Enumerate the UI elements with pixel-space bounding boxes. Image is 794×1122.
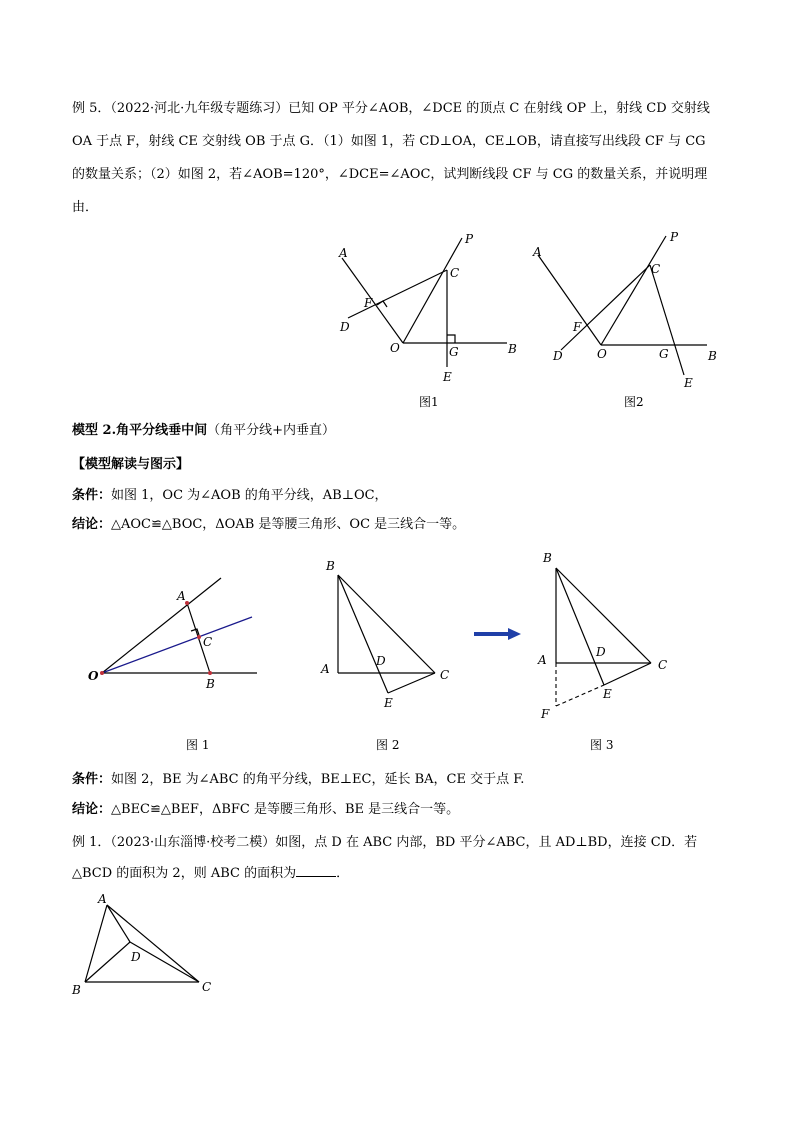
model2-title-text: 模型 2.角平分线垂中间: [72, 423, 208, 438]
model2-fig1-caption: 图 1: [186, 738, 210, 752]
label-c-m1: C: [203, 635, 213, 649]
label-a-e1: A: [98, 892, 107, 906]
example1-line2-text: △BCD 的面积为 2，则 ABC 的面积为: [72, 866, 297, 881]
label-b-e1: B: [72, 983, 81, 997]
label-d-e1: D: [131, 950, 141, 964]
label-d-m3: D: [596, 645, 606, 659]
segment-ab-e1: [85, 905, 107, 982]
label-f: F: [364, 296, 373, 310]
label-b-m2: B: [326, 559, 335, 573]
fig1-caption: 图1: [419, 395, 439, 409]
label-c-m3: C: [658, 658, 668, 672]
label-a-m2: A: [321, 662, 330, 676]
label-p-2: P: [670, 230, 679, 244]
label-e-m3: E: [603, 687, 612, 701]
label-d-2: D: [553, 349, 563, 363]
label-c: C: [450, 266, 460, 280]
label-f-m3: F: [541, 707, 550, 721]
label-c-m2: C: [440, 668, 450, 682]
label-a-m1: A: [177, 589, 186, 603]
label-b: B: [508, 342, 517, 356]
label-o-m1: O: [88, 669, 99, 683]
label-c-2: C: [651, 262, 661, 276]
label-a: A: [339, 246, 348, 260]
example5-line1: 例 5．（2022·河北·九年级专题练习）已知 OP 平分∠AOB，∠DCE 的顶点 C 在射线 OP 上，射线 CD 交射线: [72, 101, 710, 116]
model2-subtitle: （角平分线+内垂直）: [207, 423, 336, 438]
segment-ad-e1: [107, 905, 130, 942]
section-heading: 【模型解读与图示】: [72, 457, 190, 472]
label-a-m3: A: [538, 653, 547, 667]
condition-2-text: 如图 2，BE 为∠ABC 的角平分线，BE⊥EC，延长 BA，CE 交于点 F.: [111, 772, 525, 787]
fig2-caption: 图2: [624, 395, 644, 409]
example1-line1: 例 1．（2023·山东淄博·校考二模）如图，点 D 在 ABC 内部，BD 平分∠ABC，且 AD⊥BD，连接 CD．若: [72, 835, 698, 850]
segment-ac-e1: [107, 905, 199, 982]
label-b-m1: B: [206, 677, 215, 691]
label-b-m3: B: [543, 551, 552, 565]
model2-fig2-caption: 图 2: [376, 738, 400, 752]
label-e-m2: E: [384, 696, 393, 710]
label-o-2: O: [597, 347, 607, 361]
label-d-m2: D: [376, 654, 386, 668]
label-b-2: B: [708, 349, 717, 363]
label-a-2: A: [533, 245, 542, 259]
example1-line2-end: ．: [336, 866, 350, 881]
model2-fig3-caption: 图 3: [590, 738, 614, 752]
condition-1-text: 如图 1，OC 为∠AOB 的角平分线，AB⊥OC，: [111, 488, 388, 503]
label-p: P: [465, 232, 474, 246]
example5-line4: 由．: [72, 200, 99, 215]
conclusion-1-text: △AOC≌△BOC，ΔOAB 是等腰三角形、OC 是三线合一等。: [111, 517, 466, 532]
example5-line3: 的数量关系；（2）如图 2，若∠AOB=120°，∠DCE=∠AOC，试判断线段 CF 与 CG 的数量关系，并说明理: [72, 167, 708, 182]
label-e-2: E: [684, 376, 693, 390]
label-c-e1: C: [202, 980, 212, 994]
label-f-2: F: [573, 320, 582, 334]
segment-bd-e1: [85, 942, 130, 982]
label-o: O: [390, 341, 400, 355]
label-e: E: [443, 370, 452, 384]
example5-line2: OA 于点 F，射线 CE 交射线 OB 于点 G．（1）如图 1，若 CD⊥OA，CE⊥OB，请直接写出线段 CF 与 CG: [72, 134, 706, 149]
conclusion-1-label: 结论：: [72, 517, 112, 532]
condition-1-label: 条件：: [72, 488, 112, 503]
conclusion-2-label: 结论：: [72, 802, 112, 817]
label-g-2: G: [659, 347, 669, 361]
label-g: G: [449, 345, 459, 359]
condition-2-label: 条件：: [72, 772, 112, 787]
label-d: D: [340, 320, 350, 334]
conclusion-2-text: △BEC≌△BEF，ΔBFC 是等腰三角形、BE 是三线合一等。: [111, 802, 460, 817]
